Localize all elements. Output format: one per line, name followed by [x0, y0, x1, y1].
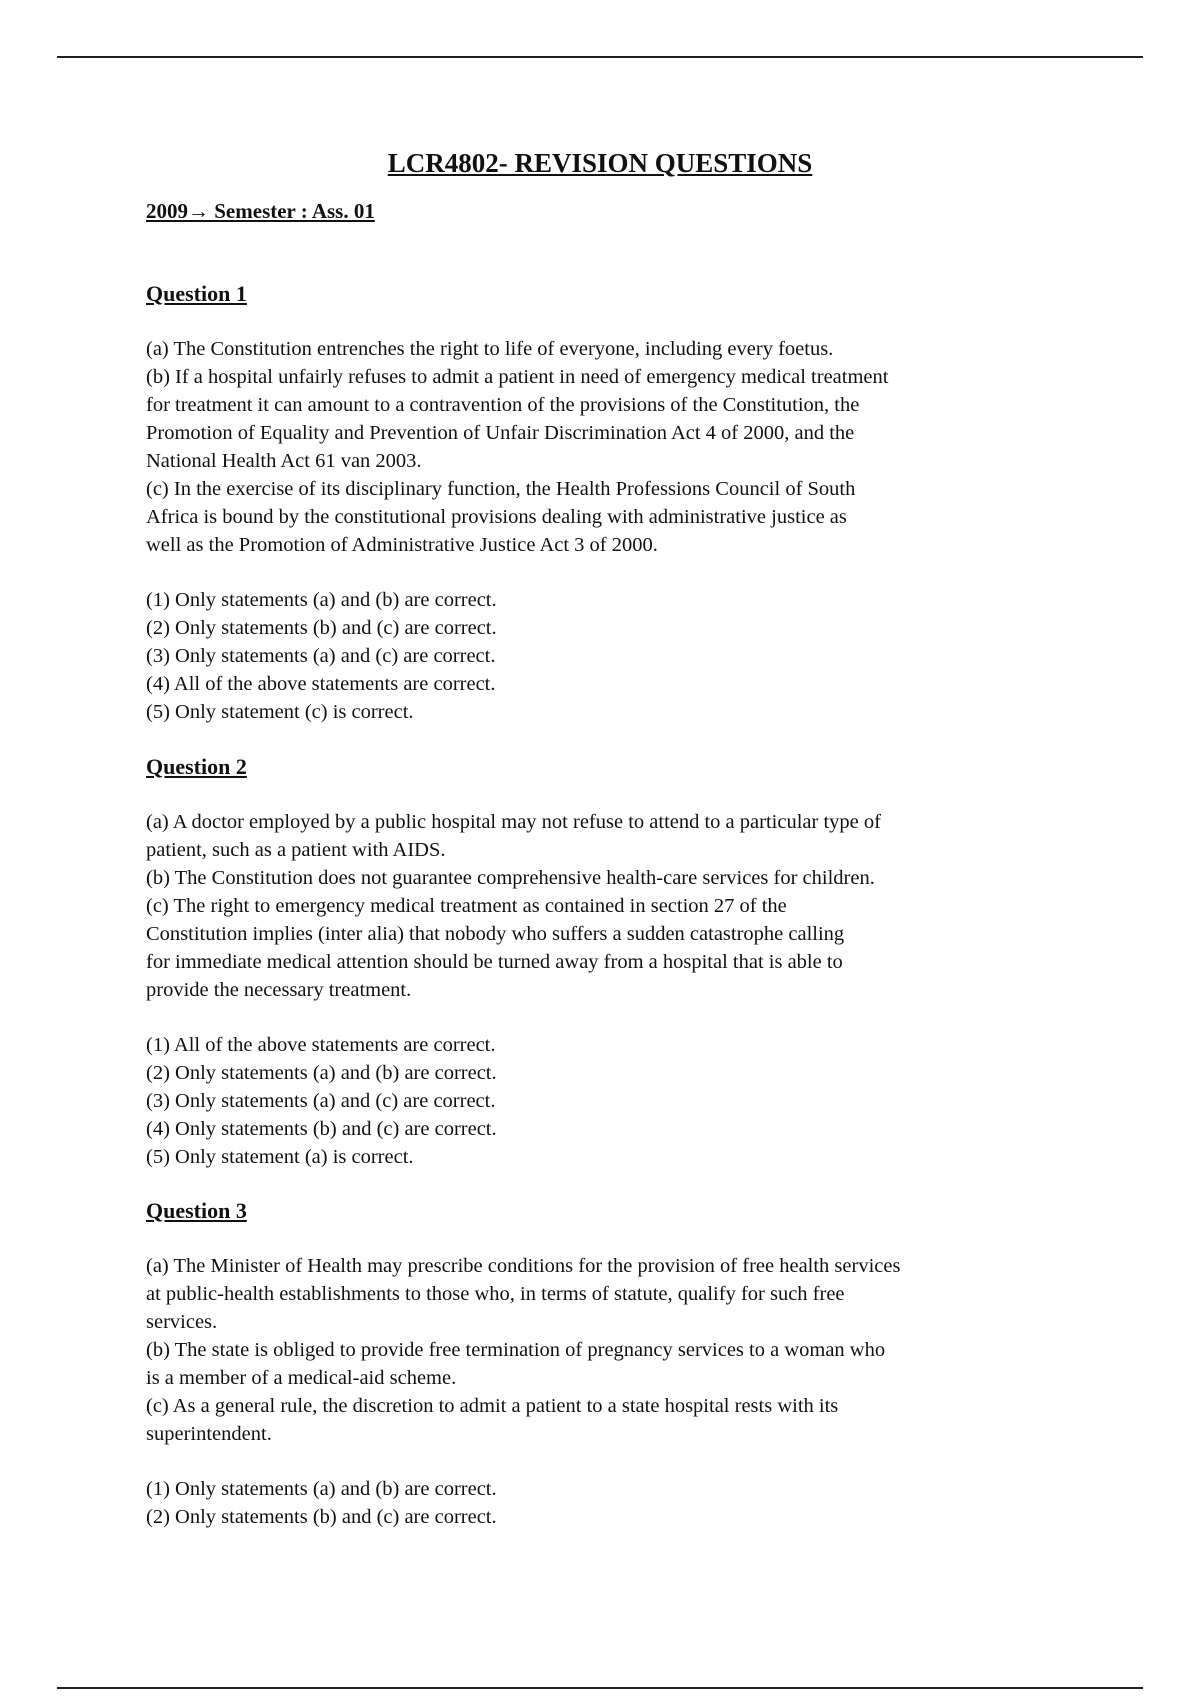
statement-line: for immediate medical attention should be turned away from a hospital that is able to: [146, 951, 843, 973]
answer-option: (1) Only statements (a) and (b) are correct.: [146, 589, 497, 611]
question-statements: [146, 335, 1046, 559]
statement-line: (a) The Minister of Health may prescribe conditions for the provision of free health services: [146, 1255, 901, 1277]
answer-option: (2) Only statements (a) and (b) are correct.: [146, 1062, 497, 1084]
answer-option: (5) Only statement (a) is correct.: [146, 1146, 414, 1168]
answer-option: (5) Only statement (c) is correct.: [146, 701, 414, 723]
answer-option: (3) Only statements (a) and (c) are correct.: [146, 1090, 496, 1112]
statement-line: (c) The right to emergency medical treatment as contained in section 27 of the: [146, 895, 787, 917]
answer-option: (4) Only statements (b) and (c) are correct.: [146, 1118, 497, 1140]
answer-option: (4) All of the above statements are correct.: [146, 673, 496, 695]
question-1: [146, 280, 1046, 726]
statement-line: (c) As a general rule, the discretion to admit a patient to a state hospital rests with its: [146, 1395, 839, 1417]
statement-line: (b) The Constitution does not guarantee comprehensive health-care services for children.: [146, 867, 875, 889]
statement-line: National Health Act 61 van 2003.: [146, 450, 422, 472]
document-title: LCR4802- REVISION QUESTIONS: [387, 148, 813, 178]
statement-line: provide the necessary treatment.: [146, 979, 412, 1001]
statement-line: well as the Promotion of Administrative Justice Act 3 of 2000.: [146, 534, 658, 556]
statement-line: (a) A doctor employed by a public hospital may not refuse to attend to a particular type of: [146, 811, 881, 833]
statement-line: at public-health establishments to those who, in terms of statute, qualify for such free: [146, 1283, 845, 1305]
question-2: [146, 753, 1046, 1171]
answer-options: [146, 1031, 1046, 1171]
statement-line: (b) If a hospital unfairly refuses to admit a patient in need of emergency medical treatment: [146, 366, 889, 388]
question-heading: Question 1: [146, 281, 247, 306]
answer-option: (1) All of the above statements are correct.: [146, 1034, 496, 1056]
answer-option: (1) Only statements (a) and (b) are correct.: [146, 1478, 497, 1500]
question-statements: [146, 1252, 1046, 1448]
answer-options: [146, 586, 1046, 726]
statement-line: (c) In the exercise of its disciplinary function, the Health Professions Council of South: [146, 478, 856, 500]
statement-line: superintendent.: [146, 1423, 272, 1445]
statement-line: (b) The state is obliged to provide free termination of pregnancy services to a woman who: [146, 1339, 886, 1361]
answer-option: (2) Only statements (b) and (c) are correct.: [146, 617, 497, 639]
answer-option: (3) Only statements (a) and (c) are correct.: [146, 645, 496, 667]
statement-line: is a member of a medical-aid scheme.: [146, 1367, 457, 1389]
statement-line: for treatment it can amount to a contravention of the provisions of the Constitution, the: [146, 394, 860, 416]
statement-line: Africa is bound by the constitutional provisions dealing with administrative justice as: [146, 506, 847, 528]
document-body: [146, 146, 1046, 1531]
question-heading: Question 2: [146, 754, 247, 779]
statement-line: (a) The Constitution entrenches the right to life of everyone, including every foetus.: [146, 338, 834, 360]
statement-line: services.: [146, 1311, 218, 1333]
statement-line: Promotion of Equality and Prevention of Unfair Discrimination Act 4 of 2000, and the: [146, 422, 855, 444]
statement-line: patient, such as a patient with AIDS.: [146, 839, 446, 861]
top-rule: [57, 56, 1143, 58]
semester-heading: 2009→ Semester : Ass. 01: [146, 199, 375, 223]
answer-option: (2) Only statements (b) and (c) are correct.: [146, 1506, 497, 1528]
question-statements: [146, 808, 1046, 1004]
answer-options: [146, 1475, 1046, 1531]
question-heading: Question 3: [146, 1198, 247, 1223]
bottom-rule: [57, 1687, 1143, 1689]
question-3: [146, 1197, 1046, 1531]
statement-line: Constitution implies (inter alia) that nobody who suffers a sudden catastrophe calling: [146, 923, 845, 945]
